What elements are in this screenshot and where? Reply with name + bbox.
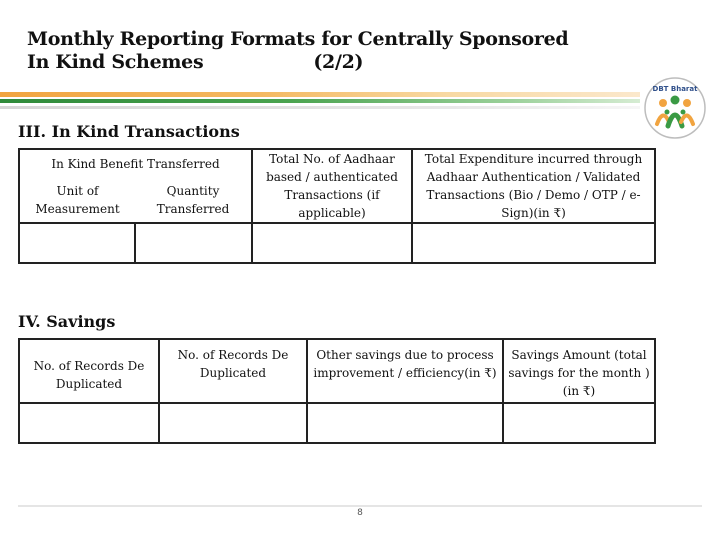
header-quantity-transferred: Quantity Transferred <box>135 177 252 223</box>
header-unit-of-measurement: Unit of Measurement <box>19 177 135 223</box>
title-line-2-text: In Kind Schemes <box>27 51 204 73</box>
dbt-bharat-logo <box>643 76 707 140</box>
title-line-2 <box>27 51 568 74</box>
title-part-indicator: (2/2) <box>313 51 364 73</box>
header-in-kind-benefit: In Kind Benefit Transferred <box>19 149 252 177</box>
header-records-deduplicated-1: No. of Records De Duplicated <box>19 339 159 403</box>
page-title <box>27 28 568 74</box>
title-line-1: Monthly Reporting Formats for Centrally Sponsored <box>27 28 569 50</box>
cell-savings-amount[interactable] <box>503 403 655 443</box>
logo-text: DBT Bharat <box>652 85 698 93</box>
cell-total-expenditure[interactable] <box>412 223 655 263</box>
footer-divider <box>18 505 702 507</box>
in-kind-transactions-table <box>18 148 656 264</box>
header-orange-band <box>0 92 640 97</box>
section-savings-heading: IV. Savings <box>18 312 116 331</box>
section-in-kind-transactions-heading: III. In Kind Transactions <box>18 122 240 141</box>
cell-unit-of-measurement[interactable] <box>19 223 135 263</box>
cell-other-savings[interactable] <box>307 403 503 443</box>
header-savings-amount: Savings Amount (total savings for the month ) (in ₹) <box>503 339 655 403</box>
header-records-deduplicated-2: No. of Records De Duplicated <box>159 339 307 403</box>
header-grey-band <box>0 106 640 109</box>
header-total-expenditure: Total Expenditure incurred through Aadhaar Authentication / Validated Transactions (Bio / Demo / OTP / e-Sign)(in ₹) <box>412 149 655 223</box>
header-other-savings: Other savings due to process improvement / efficiency(in ₹) <box>307 339 503 403</box>
cell-records-deduplicated-2[interactable] <box>159 403 307 443</box>
cell-quantity-transferred[interactable] <box>135 223 252 263</box>
page-number: 8 <box>357 508 363 518</box>
header-green-band <box>0 99 640 103</box>
cell-records-deduplicated-1[interactable] <box>19 403 159 443</box>
savings-table <box>18 338 656 444</box>
cell-aadhaar-transactions[interactable] <box>252 223 412 263</box>
header-aadhaar-transactions: Total No. of Aadhaar based / authenticated Transactions (if applicable) <box>252 149 412 223</box>
